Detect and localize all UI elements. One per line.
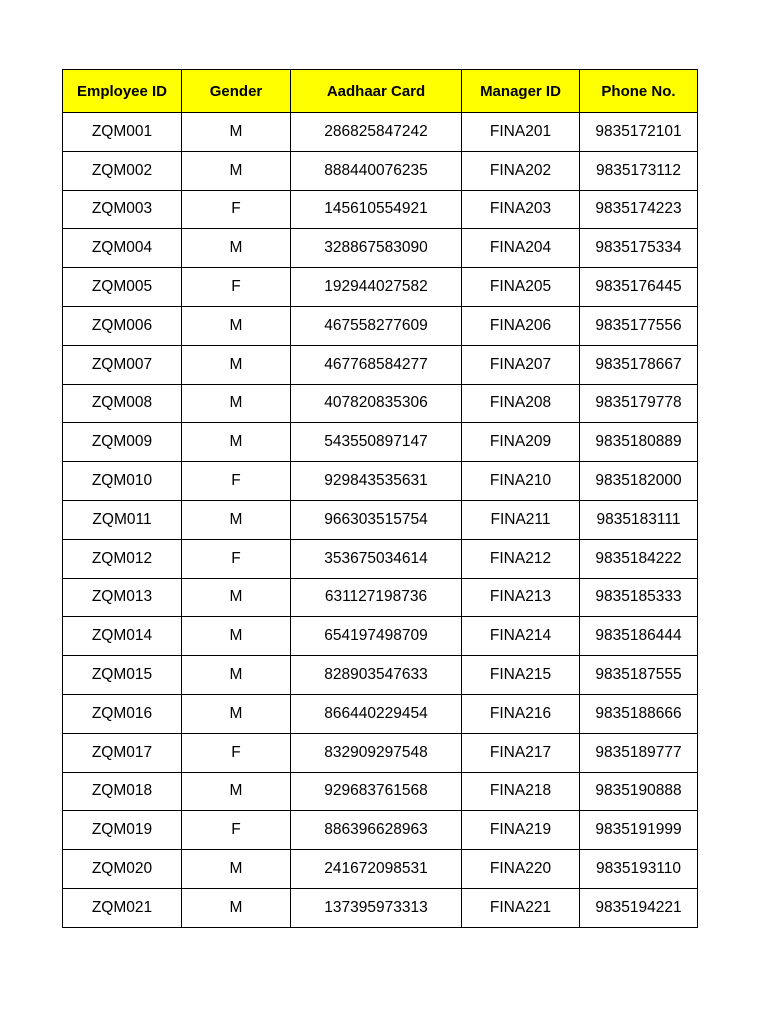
cell-phone-no: 9835183111 (580, 500, 698, 539)
cell-manager-id: FINA221 (462, 888, 580, 927)
cell-employee-id: ZQM008 (63, 384, 182, 423)
cell-phone-no: 9835189777 (580, 733, 698, 772)
header-row (63, 70, 698, 113)
cell-phone-no: 9835184222 (580, 539, 698, 578)
cell-manager-id: FINA219 (462, 811, 580, 850)
cell-gender: M (182, 423, 291, 462)
table-row (63, 539, 698, 578)
header-gender: Gender (182, 70, 291, 113)
cell-gender: M (182, 229, 291, 268)
cell-phone-no: 9835190888 (580, 772, 698, 811)
table-body (63, 113, 698, 928)
cell-phone-no: 9835188666 (580, 694, 698, 733)
employee-table (62, 69, 698, 928)
cell-employee-id: ZQM014 (63, 617, 182, 656)
table-row (63, 578, 698, 617)
cell-gender: M (182, 850, 291, 889)
cell-employee-id: ZQM021 (63, 888, 182, 927)
cell-phone-no: 9835182000 (580, 462, 698, 501)
cell-manager-id: FINA206 (462, 306, 580, 345)
table-row (63, 306, 698, 345)
cell-phone-no: 9835177556 (580, 306, 698, 345)
cell-aadhaar-card: 929683761568 (291, 772, 462, 811)
cell-manager-id: FINA217 (462, 733, 580, 772)
cell-phone-no: 9835187555 (580, 656, 698, 695)
header-manager-id: Manager ID (462, 70, 580, 113)
table-row (63, 229, 698, 268)
cell-manager-id: FINA204 (462, 229, 580, 268)
cell-aadhaar-card: 192944027582 (291, 268, 462, 307)
cell-manager-id: FINA216 (462, 694, 580, 733)
cell-manager-id: FINA215 (462, 656, 580, 695)
cell-phone-no: 9835175334 (580, 229, 698, 268)
cell-aadhaar-card: 353675034614 (291, 539, 462, 578)
cell-aadhaar-card: 467768584277 (291, 345, 462, 384)
table-header (63, 70, 698, 113)
cell-phone-no: 9835173112 (580, 151, 698, 190)
cell-employee-id: ZQM017 (63, 733, 182, 772)
cell-aadhaar-card: 866440229454 (291, 694, 462, 733)
table-row (63, 268, 698, 307)
table-row (63, 345, 698, 384)
table-row (63, 888, 698, 927)
cell-phone-no: 9835193110 (580, 850, 698, 889)
header-employee-id: Employee ID (63, 70, 182, 113)
cell-employee-id: ZQM019 (63, 811, 182, 850)
cell-phone-no: 9835176445 (580, 268, 698, 307)
table-row (63, 151, 698, 190)
table-row (63, 850, 698, 889)
cell-phone-no: 9835191999 (580, 811, 698, 850)
cell-aadhaar-card: 241672098531 (291, 850, 462, 889)
table-row (63, 500, 698, 539)
cell-manager-id: FINA211 (462, 500, 580, 539)
cell-gender: F (182, 811, 291, 850)
cell-manager-id: FINA208 (462, 384, 580, 423)
cell-gender: M (182, 345, 291, 384)
table-row (63, 190, 698, 229)
table-row (63, 811, 698, 850)
cell-phone-no: 9835179778 (580, 384, 698, 423)
table-row (63, 617, 698, 656)
cell-gender: F (182, 539, 291, 578)
cell-aadhaar-card: 966303515754 (291, 500, 462, 539)
cell-employee-id: ZQM013 (63, 578, 182, 617)
cell-employee-id: ZQM020 (63, 850, 182, 889)
cell-manager-id: FINA220 (462, 850, 580, 889)
cell-gender: M (182, 500, 291, 539)
cell-aadhaar-card: 929843535631 (291, 462, 462, 501)
table-row (63, 384, 698, 423)
cell-aadhaar-card: 654197498709 (291, 617, 462, 656)
cell-aadhaar-card: 286825847242 (291, 113, 462, 152)
cell-employee-id: ZQM007 (63, 345, 182, 384)
cell-aadhaar-card: 832909297548 (291, 733, 462, 772)
cell-phone-no: 9835172101 (580, 113, 698, 152)
cell-gender: M (182, 888, 291, 927)
cell-employee-id: ZQM016 (63, 694, 182, 733)
cell-employee-id: ZQM009 (63, 423, 182, 462)
cell-gender: M (182, 113, 291, 152)
header-phone-no: Phone No. (580, 70, 698, 113)
table-row (63, 423, 698, 462)
cell-gender: F (182, 462, 291, 501)
cell-employee-id: ZQM010 (63, 462, 182, 501)
cell-manager-id: FINA218 (462, 772, 580, 811)
cell-aadhaar-card: 467558277609 (291, 306, 462, 345)
cell-employee-id: ZQM018 (63, 772, 182, 811)
cell-aadhaar-card: 137395973313 (291, 888, 462, 927)
cell-manager-id: FINA201 (462, 113, 580, 152)
cell-aadhaar-card: 828903547633 (291, 656, 462, 695)
cell-gender: M (182, 617, 291, 656)
cell-manager-id: FINA212 (462, 539, 580, 578)
cell-manager-id: FINA202 (462, 151, 580, 190)
table-row (63, 733, 698, 772)
cell-phone-no: 9835186444 (580, 617, 698, 656)
table-row (63, 694, 698, 733)
cell-employee-id: ZQM002 (63, 151, 182, 190)
cell-gender: M (182, 384, 291, 423)
table-row (63, 772, 698, 811)
cell-manager-id: FINA205 (462, 268, 580, 307)
cell-employee-id: ZQM015 (63, 656, 182, 695)
cell-gender: M (182, 306, 291, 345)
cell-gender: M (182, 694, 291, 733)
cell-employee-id: ZQM005 (63, 268, 182, 307)
cell-gender: M (182, 151, 291, 190)
cell-manager-id: FINA214 (462, 617, 580, 656)
cell-employee-id: ZQM012 (63, 539, 182, 578)
table-row (63, 113, 698, 152)
cell-manager-id: FINA207 (462, 345, 580, 384)
cell-manager-id: FINA203 (462, 190, 580, 229)
cell-aadhaar-card: 631127198736 (291, 578, 462, 617)
cell-aadhaar-card: 888440076235 (291, 151, 462, 190)
table-row (63, 462, 698, 501)
cell-phone-no: 9835185333 (580, 578, 698, 617)
cell-aadhaar-card: 543550897147 (291, 423, 462, 462)
cell-aadhaar-card: 886396628963 (291, 811, 462, 850)
cell-gender: F (182, 268, 291, 307)
cell-phone-no: 9835174223 (580, 190, 698, 229)
cell-phone-no: 9835178667 (580, 345, 698, 384)
table-row (63, 656, 698, 695)
cell-aadhaar-card: 145610554921 (291, 190, 462, 229)
cell-phone-no: 9835180889 (580, 423, 698, 462)
cell-gender: M (182, 656, 291, 695)
cell-gender: M (182, 578, 291, 617)
cell-gender: F (182, 190, 291, 229)
cell-employee-id: ZQM003 (63, 190, 182, 229)
cell-gender: M (182, 772, 291, 811)
cell-gender: F (182, 733, 291, 772)
cell-manager-id: FINA213 (462, 578, 580, 617)
cell-manager-id: FINA209 (462, 423, 580, 462)
header-aadhaar-card: Aadhaar Card (291, 70, 462, 113)
cell-employee-id: ZQM011 (63, 500, 182, 539)
cell-aadhaar-card: 328867583090 (291, 229, 462, 268)
cell-employee-id: ZQM004 (63, 229, 182, 268)
cell-employee-id: ZQM006 (63, 306, 182, 345)
cell-employee-id: ZQM001 (63, 113, 182, 152)
cell-aadhaar-card: 407820835306 (291, 384, 462, 423)
cell-phone-no: 9835194221 (580, 888, 698, 927)
cell-manager-id: FINA210 (462, 462, 580, 501)
